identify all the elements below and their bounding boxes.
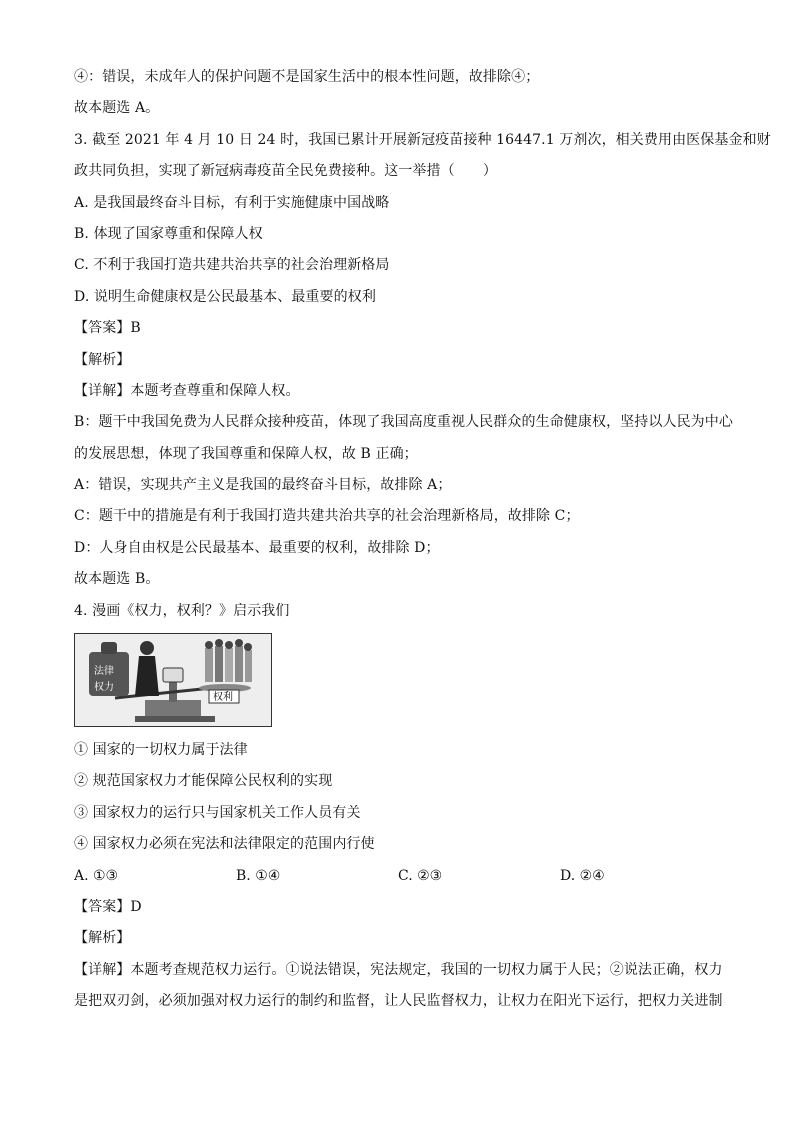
detail-text: 是把双刃剑，必须加强对权力运行的制约和监督，让人民监督权力，让权力在阳光下运行，把权力关进制 xyxy=(74,993,723,1010)
option-a: A. 是我国最终奋斗目标，有利于实施健康中国战略 xyxy=(74,194,390,211)
statement-2: ② 规范国家权力才能保障公民权利的实现 xyxy=(74,773,333,790)
cartoon-label-rights: 权利 xyxy=(213,692,233,704)
detail-text: A：错误，实现共产主义是我国的最终奋斗目标，故排除 A； xyxy=(74,477,452,494)
answer-label: 【答案】D xyxy=(74,898,142,915)
question-4-stem: 4. 漫画《权力，权利？》启示我们 xyxy=(74,602,290,619)
detail-text: B：题干中我国免费为人民群众接种疫苗，体现了我国高度重视人民群众的生命健康权，坚持以人民为中心 xyxy=(74,414,733,431)
detail-text: D：人身自由权是公民最基本、最重要的权利，故排除 D； xyxy=(74,539,440,556)
analysis-label: 【解析】 xyxy=(74,351,131,368)
choice-d: D. ②④ xyxy=(560,867,605,884)
document-page xyxy=(74,62,771,1018)
cartoon-label-power: 权力 xyxy=(94,682,114,694)
question-3-stem-cont: 政共同负担，实现了新冠病毒疫苗全民免费接种。这一举措（ ） xyxy=(74,163,497,180)
choice-c: C. ②③ xyxy=(398,867,443,884)
detail-text: 的发展思想，体现了我国尊重和保障人权，故 B 正确； xyxy=(74,445,418,462)
analysis-label: 【解析】 xyxy=(74,930,131,947)
detail-text: 【详解】本题考查尊重和保障人权。 xyxy=(74,382,300,399)
text-line: ④：错误，未成年人的保护问题不是国家生活中的根本性问题，故排除④； xyxy=(74,69,540,85)
option-c: C. 不利于我国打造共建共治共享的社会治理新格局 xyxy=(74,257,390,274)
text-line: 故本题选 A。 xyxy=(74,100,160,117)
detail-text: 【详解】本题考查规范权力运行。①说法错误，宪法规定，我国的一切权力属于人民；②说法正确，权力 xyxy=(74,961,723,978)
statement-4: ④ 国家权力必须在宪法和法律限定的范围内行使 xyxy=(74,836,375,853)
option-d: D. 说明生命健康权是公民最基本、最重要的权利 xyxy=(74,288,376,305)
conclusion-text: 故本题选 B。 xyxy=(74,571,160,588)
choices-row xyxy=(74,861,734,892)
option-b: B. 体现了国家尊重和保障人权 xyxy=(74,225,263,242)
answer-label: 【答案】B xyxy=(74,320,141,337)
detail-text: C：题干中的措施是有利于我国打造共建共治共享的社会治理新格局，故排除 C； xyxy=(74,508,580,525)
statement-3: ③ 国家权力的运行只与国家机关工作人员有关 xyxy=(74,804,361,821)
cartoon-image xyxy=(74,633,272,727)
question-3-stem: 3. 截至 2021 年 4 月 10 日 24 时，我国已累计开展新冠疫苗接种 16447.1 万剂次，相关费用由医保基金和财 xyxy=(74,131,771,148)
statement-1: ① 国家的一切权力属于法律 xyxy=(74,742,248,759)
cartoon-label-law: 法律 xyxy=(94,666,114,678)
choice-b: B. ①④ xyxy=(236,867,281,884)
choice-a: A. ①③ xyxy=(74,867,119,884)
